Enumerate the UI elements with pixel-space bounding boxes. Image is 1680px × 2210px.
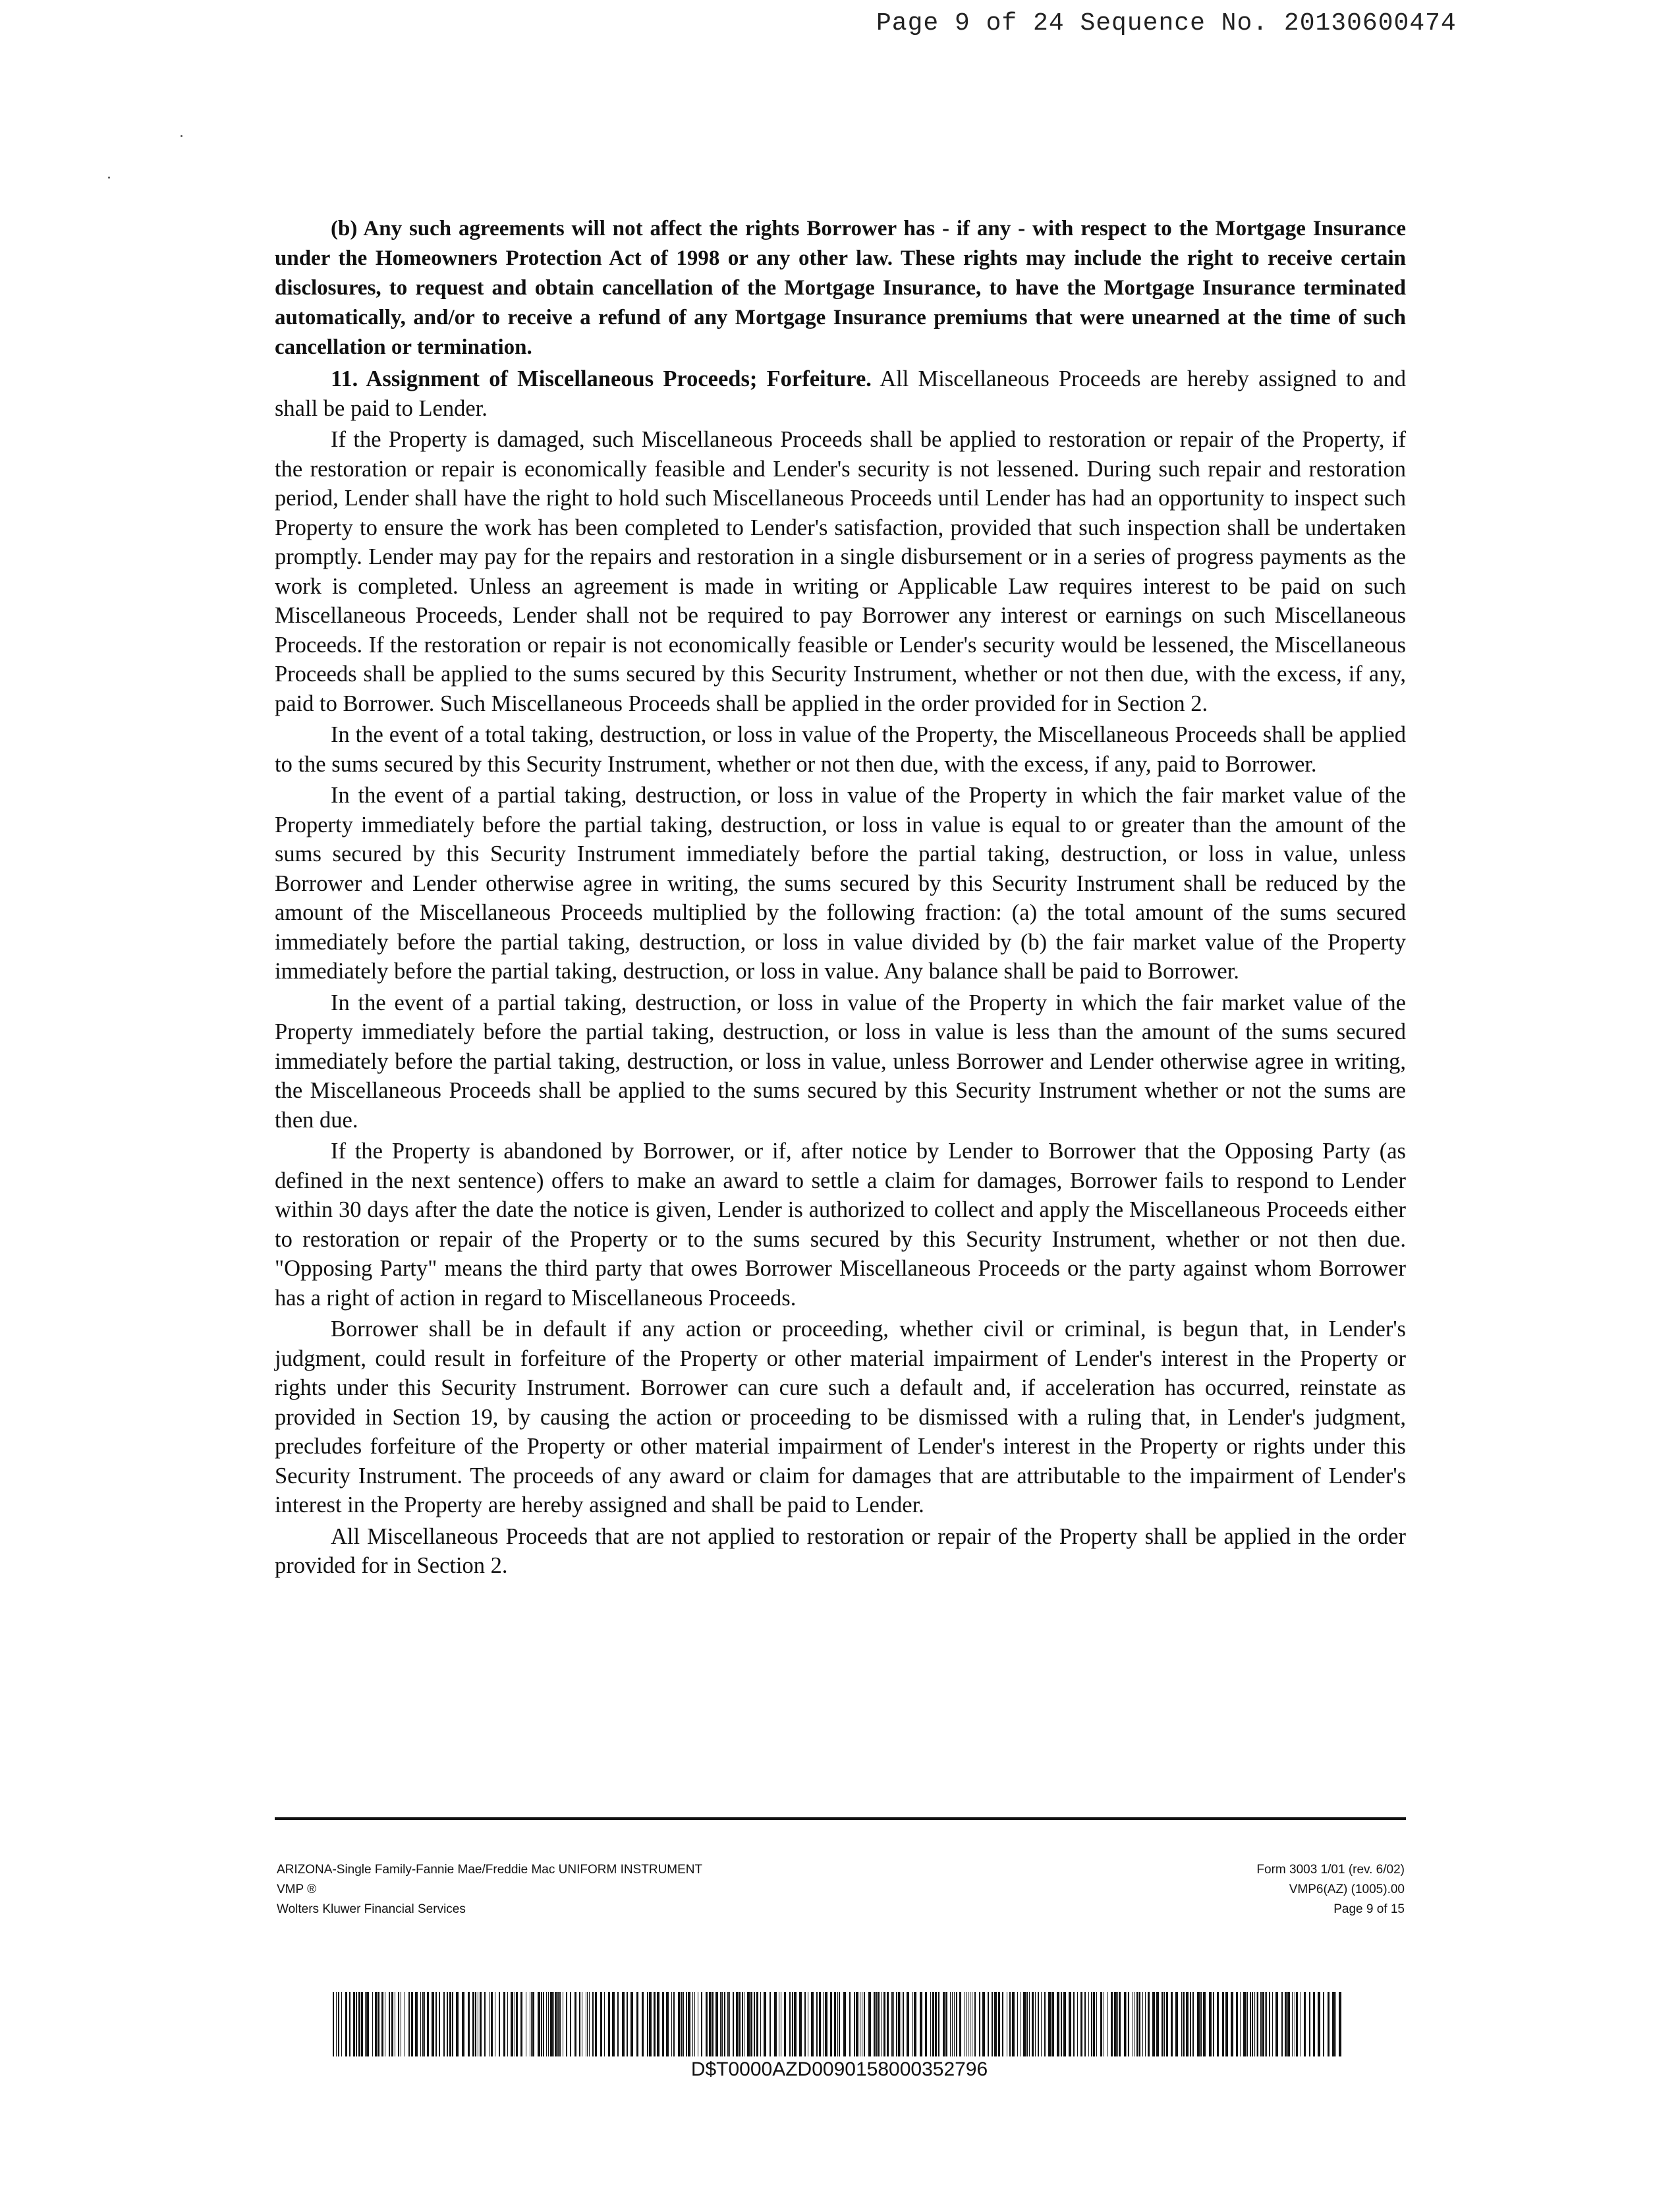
barcode-bar (1222, 1992, 1224, 2056)
barcode-bar (642, 1992, 644, 2056)
barcode-bar (657, 1992, 659, 2056)
barcode-bar (1038, 1992, 1039, 2056)
barcode-bar (729, 1992, 730, 2056)
barcode-bar (920, 1992, 922, 2056)
barcode-bar (688, 1992, 690, 2056)
barcode-bar (636, 1992, 638, 2056)
section-11-heading: 11. Assignment of Miscellaneous Proceeds; Forfeiture. (331, 366, 872, 391)
barcode-bar (1048, 1992, 1051, 2056)
barcode-bar (1250, 1992, 1251, 2056)
paragraph-section-11 (275, 364, 1406, 423)
barcode-bar (1257, 1992, 1258, 2056)
barcode-bar (883, 1992, 885, 2056)
barcode-bar (336, 1992, 337, 2056)
barcode-bar (1029, 1992, 1030, 2056)
barcode-bar (739, 1992, 741, 2056)
barcode-bar (398, 1992, 399, 2056)
barcode-bar (570, 1992, 571, 2056)
barcode-bar (541, 1992, 542, 2056)
barcode-bar (1077, 1992, 1078, 2056)
footer-page-number: Page 9 of 15 (1333, 1902, 1405, 1916)
barcode-bar (349, 1992, 350, 2056)
barcode-bar (1012, 1992, 1015, 2056)
barcode-bar (747, 1992, 750, 2056)
barcode-bar (1136, 1992, 1138, 2056)
barcode-bar (550, 1992, 553, 2056)
barcode-bar (381, 1992, 383, 2056)
barcode-bar (1296, 1992, 1298, 2056)
barcode-bar (1335, 1992, 1336, 2056)
barcode-bar (701, 1992, 702, 2056)
barcode-bar (1119, 1992, 1121, 2056)
barcode-bar (854, 1992, 855, 2056)
barcode-bar (727, 1992, 729, 2056)
footer-divider (275, 1817, 1406, 1820)
barcode-bar (1266, 1992, 1267, 2056)
barcode-bar (507, 1992, 508, 2056)
scan-speck (181, 135, 182, 137)
barcode-bar (1275, 1992, 1278, 2056)
barcode-bar (1190, 1992, 1191, 2056)
barcode-bar (1009, 1992, 1011, 2056)
barcode-bar (1225, 1992, 1228, 2056)
barcode-bar (462, 1992, 464, 2056)
barcode-bar (1292, 1992, 1293, 2056)
barcode-bar (878, 1992, 880, 2056)
barcode-bar (678, 1992, 680, 2056)
barcode-bar (1318, 1992, 1320, 2056)
barcode-bar (1023, 1992, 1026, 2056)
barcode-bar (475, 1992, 476, 2056)
barcode-bar (868, 1992, 871, 2056)
barcode-bar (420, 1992, 421, 2056)
barcode-bar (950, 1992, 951, 2056)
barcode-bar (881, 1992, 882, 2056)
barcode-bar (1084, 1992, 1086, 2056)
barcode-bar (945, 1992, 947, 2056)
barcode-bar (912, 1992, 913, 2056)
barcode-bar (345, 1992, 347, 2056)
barcode-bar (559, 1992, 561, 2056)
barcode-bar (1069, 1992, 1071, 2056)
barcode-bar (489, 1992, 490, 2056)
barcode-bar (1096, 1992, 1097, 2056)
barcode-bar (1262, 1992, 1264, 2056)
barcode-bar (1128, 1992, 1129, 2056)
barcode-bar (1183, 1992, 1185, 2056)
barcode-bar (715, 1992, 718, 2056)
barcode-bar (1057, 1992, 1059, 2056)
barcode-bar (720, 1992, 721, 2056)
barcode-bar (532, 1992, 534, 2056)
barcode-bar (692, 1992, 693, 2056)
barcode-bar (799, 1992, 802, 2056)
footer-form-title: ARIZONA-Single Family-Fannie Mae/Freddie Mac UNIFORM INSTRUMENT (277, 1863, 703, 1877)
barcode-bar (774, 1992, 777, 2056)
paragraph-borrower-default: Borrower shall be in default if any action or proceeding, whether civil or criminal, is begun that, in Lender's judgment, could result in forfeiture of the Property or other material impairment of Lender's interest in the Property or rights under this Security Instrument. Borrower can cure such a default and, if acceleration has occurred, reinstate as provided in Section 19, by causing the action or proceeding to be dismissed with a ruling that, in Lender's judgment, precludes forfeiture of the Property or other material impairment of Lender's interest in the Property or rights under this Security Instrument. The proceeds of any award or claim for damages that are attributable to the impairment of Lender's interest in the Property are hereby assigned and shall be paid to Lender. (275, 1317, 1406, 1517)
barcode-bar (427, 1992, 429, 2056)
barcode-bar (1181, 1992, 1182, 2056)
barcode-bar (966, 1992, 967, 2056)
barcode-bar (1152, 1992, 1155, 2056)
barcode-bar (1323, 1992, 1324, 2056)
section-11-text: All Miscellaneous Proceeds are hereby assigned to and shall be paid to Lender. (275, 366, 1406, 421)
barcode-bar (338, 1992, 339, 2056)
barcode-bar (686, 1992, 687, 2056)
barcode-bar (673, 1992, 675, 2056)
barcode-bar (553, 1992, 554, 2056)
barcode-bar (764, 1992, 766, 2056)
barcode-bar (887, 1992, 889, 2056)
barcode-bar (1265, 1992, 1266, 2056)
barcode-bar (1093, 1992, 1095, 2056)
barcode-bar (994, 1992, 997, 2056)
barcode-bar (1203, 1992, 1206, 2056)
barcode-bar (449, 1992, 451, 2056)
barcode-bar (952, 1992, 953, 2056)
barcode-bar (520, 1992, 522, 2056)
paragraph-partial-taking-less: In the event of a partial taking, destruction, or loss in value of the Property in which the fair market value of the Property immediately before the partial taking, destruction, or loss in value is less than the amount of the sums secured immediately before the partial taking, destruction, or loss in value, unless Borrower and Lender otherwise agree in writing, the Miscellaneous Proceeds shall be applied to the sums secured by this Security Instrument whether or not the sums are then due. (275, 990, 1406, 1133)
barcode-bar (1117, 1992, 1118, 2056)
barcode-bar (1192, 1992, 1194, 2056)
barcode-bar (1240, 1992, 1241, 2056)
barcode-bar (789, 1992, 791, 2056)
barcode-bar (914, 1992, 916, 2056)
barcode-bar (760, 1992, 761, 2056)
barcode-bar (1145, 1992, 1146, 2056)
barcode-bar (503, 1992, 505, 2056)
barcode-bar (982, 1992, 985, 2056)
barcode-bar (574, 1992, 576, 2056)
barcode-bar (622, 1992, 625, 2056)
barcode-bar (555, 1992, 557, 2056)
barcode-bar (896, 1992, 897, 2056)
barcode-bar (375, 1992, 378, 2056)
barcode-bar (1246, 1992, 1248, 2056)
barcode-bar (499, 1992, 500, 2056)
barcode-bar (825, 1992, 827, 2056)
barcode-bar (959, 1992, 961, 2056)
barcode-bar (353, 1992, 355, 2056)
barcode-bar (1088, 1992, 1089, 2056)
barcode-bar (1002, 1992, 1003, 2056)
barcode-bar (925, 1992, 927, 2056)
barcode-bar (706, 1992, 708, 2056)
barcode-bar (988, 1992, 989, 2056)
barcode-bar (415, 1992, 418, 2056)
barcode-bar (998, 1992, 1000, 2056)
barcode-bar (721, 1992, 723, 2056)
barcode-bar (1313, 1992, 1315, 2056)
barcode-bar (932, 1992, 934, 2056)
barcode-bar (830, 1992, 832, 2056)
barcode-bar (1269, 1992, 1270, 2056)
barcode-bar (1260, 1992, 1262, 2056)
barcode-bar (447, 1992, 448, 2056)
footer-form-number: Form 3003 1/01 (rev. 6/02) (1256, 1863, 1405, 1877)
footer-vmp-code: VMP6(AZ) (1005).00 (1289, 1883, 1405, 1896)
barcode-bar (1063, 1992, 1066, 2056)
barcode-bar (468, 1992, 470, 2056)
barcode-bar (823, 1992, 824, 2056)
scan-speck (108, 177, 110, 179)
barcode-bar (557, 1992, 559, 2056)
barcode-bar (1026, 1992, 1028, 2056)
barcode-bar (408, 1992, 410, 2056)
barcode-bar (472, 1992, 474, 2056)
barcode-bar (511, 1992, 513, 2056)
barcode-bar (443, 1992, 445, 2056)
barcode-bar (452, 1992, 453, 2056)
barcode-bar (1254, 1992, 1255, 2056)
barcode-bar (1139, 1992, 1140, 2056)
barcode-bar (341, 1992, 342, 2056)
barcode-bar (784, 1992, 786, 2056)
barcode-bar (1328, 1992, 1330, 2056)
barcode-bar (1285, 1992, 1287, 2056)
barcode-bar (1339, 1992, 1341, 2056)
barcode-bar (943, 1992, 945, 2056)
barcode-bar (662, 1992, 664, 2056)
barcode-bar (358, 1992, 360, 2056)
barcode-bar (1114, 1992, 1117, 2056)
barcode-bar (671, 1992, 672, 2056)
barcode-bar (484, 1992, 486, 2056)
barcode-bar (893, 1992, 894, 2056)
barcode-bar (1124, 1992, 1126, 2056)
barcode-bar (856, 1992, 858, 2056)
barcode-bar (742, 1992, 743, 2056)
barcode-bar (1287, 1992, 1290, 2056)
barcode-bar (930, 1992, 931, 2056)
barcode-bar (1041, 1992, 1042, 2056)
barcode-bar (1217, 1992, 1219, 2056)
barcode-bar (876, 1992, 878, 2056)
barcode-bar (898, 1992, 900, 2056)
barcode-bar (736, 1992, 739, 2056)
barcode-bar (365, 1992, 366, 2056)
barcode-bar (811, 1992, 814, 2056)
barcode-bar (891, 1992, 893, 2056)
barcode-bar (816, 1992, 818, 2056)
barcode-bar (754, 1992, 755, 2056)
barcode-bar (1236, 1992, 1238, 2056)
barcode-bar (604, 1992, 605, 2056)
footer-publisher: Wolters Kluwer Financial Services (277, 1902, 466, 1916)
barcode-bar (612, 1992, 615, 2056)
barcode-bar (681, 1992, 683, 2056)
barcode-bar (1213, 1992, 1214, 2056)
barcode-bar (974, 1992, 976, 2056)
paragraph-total-taking: In the event of a total taking, destruction, or loss in value of the Property, the Miscellaneous Proceeds shall be applied to the sums secured by this Security Instrument, whether or not then due, with the excess, if any, paid to Borrower. (275, 722, 1406, 777)
barcode-bar (630, 1992, 633, 2056)
barcode-bar (1091, 1992, 1092, 2056)
barcode-bar (361, 1992, 363, 2056)
barcode-bar (592, 1992, 594, 2056)
barcode-bar (1332, 1992, 1335, 2056)
barcode-bar (356, 1992, 357, 2056)
barcode-bar (1032, 1992, 1034, 2056)
barcode-bar (548, 1992, 549, 2056)
barcode-bar (750, 1992, 752, 2056)
barcode-bar (724, 1992, 725, 2056)
barcode-bar (864, 1992, 865, 2056)
barcode-bar (432, 1992, 434, 2056)
barcode-bar (372, 1992, 373, 2056)
barcode-bar (366, 1992, 369, 2056)
barcode-bar (491, 1992, 493, 2056)
barcode-bar (1162, 1992, 1163, 2056)
barcode-bar (654, 1992, 656, 2056)
barcode-bar (1309, 1992, 1310, 2056)
barcode-bar (1051, 1992, 1054, 2056)
barcode-bar (391, 1992, 393, 2056)
barcode-bar (1100, 1992, 1102, 2056)
barcode-bar (422, 1992, 424, 2056)
barcode-bar (1209, 1992, 1212, 2056)
barcode-bar (1231, 1992, 1233, 2056)
barcode-bar (1044, 1992, 1046, 2056)
barcode-bar (1156, 1992, 1159, 2056)
barcode-bar (378, 1992, 379, 2056)
barcode-bar (1243, 1992, 1246, 2056)
barcode-bar (792, 1992, 793, 2056)
barcode-bar (538, 1992, 540, 2056)
barcode-bar (516, 1992, 518, 2056)
page-sequence-header: Page 9 of 24 Sequence No. 20130600474 (876, 9, 1457, 38)
barcode-bar (1111, 1992, 1113, 2056)
barcode-bar (589, 1992, 590, 2056)
barcode-bar (834, 1992, 836, 2056)
barcode-bar (712, 1992, 714, 2056)
barcode-bar (837, 1992, 838, 2056)
barcode-bar (1164, 1992, 1165, 2056)
barcode-bar (456, 1992, 459, 2056)
barcode-bar (903, 1992, 904, 2056)
barcode-bar (1142, 1992, 1143, 2056)
barcode-bar (649, 1992, 652, 2056)
barcode-bar (804, 1992, 806, 2056)
barcode-bar (1304, 1992, 1306, 2056)
document-body (275, 214, 1406, 1583)
barcode-bar (435, 1992, 437, 2056)
barcode-bar (938, 1992, 939, 2056)
barcode-bar (683, 1992, 684, 2056)
barcode-bar (954, 1992, 955, 2056)
barcode-bar (1272, 1992, 1273, 2056)
paragraph-property-damaged: If the Property is damaged, such Miscellaneous Proceeds shall be applied to restoration or repair of the Property, if the restoration or repair is economically feasible and Lender's security is not lessened. During such repair and restoration period, Lender shall have the right to hold such Miscellaneous Proceeds until Lender has had an opportunity to inspect such Property to ensure the work has been completed to Lender's satisfaction, provided that such inspection shall be undertaken promptly. Lender may pay for the repairs and restoration in a single disbursement or in a series of progress payments as the work is completed. Unless an agreement is made in writing or Applicable Law requires interest to be paid on such Miscellaneous Proceeds, Lender shall not be required to pay Borrower any interest or earnings on such Miscellaneous Proceeds. If the restoration or repair is not economically feasible or Lender's security would be lessened, the Miscellaneous Proceeds shall be applied to the sums secured by this Security Instrument, whether or not then due, with the excess, if any, paid to Borrower. Such Miscellaneous Proceeds shall be applied in the order provided for in Section 2. (275, 427, 1406, 716)
barcode-bar (756, 1992, 758, 2056)
barcode-bar (874, 1992, 876, 2056)
barcode-bar (439, 1992, 440, 2056)
barcode-bar (617, 1992, 619, 2056)
barcode-bar (666, 1992, 669, 2056)
barcode-bar (979, 1992, 980, 2056)
paragraph-unapplied-proceeds: All Miscellaneous Proceeds that are not applied to restoration or repair of the Property shall be applied in the order provided for in Section 2. (275, 1523, 1406, 1578)
barcode-bar (1281, 1992, 1283, 2056)
barcode-bar (992, 1992, 993, 2056)
paragraph-partial-taking-greater: In the event of a partial taking, destruction, or loss in value of the Property in which the fair market value of the Property immediately before the partial taking, destruction, or loss in value is equal to or greater than the amount of the sums secured by this Security Instrument immediately before the partial taking, destruction, or loss in value, unless Borrower and Lender otherwise agree in writing, the sums secured by this Security Instrument shall be reduced by the amount of the Miscellaneous Proceeds multiplied by the following fraction: (a) the total amount of the sums secured immediately before the partial taking, destruction, or loss in value divided by (b) the fair market value of the Property immediately before the partial taking, destruction, or loss in value. Any balance shall be paid to Borrower. (275, 783, 1406, 984)
barcode-bar (480, 1992, 482, 2056)
barcode-bar (839, 1992, 840, 2056)
barcode-bar (1252, 1992, 1253, 2056)
barcode-bar (770, 1992, 771, 2056)
barcode-bar (1017, 1992, 1018, 2056)
barcode (331, 1992, 1347, 2056)
barcode-bar (647, 1992, 648, 2056)
barcode-bar (595, 1992, 597, 2056)
barcode-bar (566, 1992, 567, 2056)
barcode-bar (1107, 1992, 1108, 2056)
paragraph-abandoned-property: If the Property is abandoned by Borrower, or if, after notice by Lender to Borrower that the Opposing Party (as defined in the next sentence) offers to make an award to settle a claim for damages, Borrower fails to respond to Lender within 30 days after the date the notice is given, Lender is authorized to collect and apply the Miscellaneous Proceeds either to restoration or repair of the Property or to the sums secured by this Security Instrument, whether or not then due. "Opposing Party" means the third party that owes Borrower Miscellaneous Proceeds or the party against whom Borrower has a right of action in regard to Miscellaneous Proceeds. (275, 1139, 1406, 1311)
barcode-bar (333, 1992, 334, 2056)
barcode-bar (1200, 1992, 1202, 2056)
barcode-bar (543, 1992, 544, 2056)
barcode-bar (389, 1992, 390, 2056)
barcode-bar (1148, 1992, 1150, 2056)
paragraph-mortgage-insurance-rights: (b) Any such agreements will not affect the rights Borrower has - if any - with respect to the Mortgage Insurance under the Homeowners Protection Act of 1998 or any other law. These rights may include the right to receive certain disclosures, to request and obtain cancellation of the Mortgage Insurance, to have the Mortgage Insurance terminated automatically, and/or to receive a refund of any Mortgage Insurance premiums that were unearned at the time of such cancellation or termination. (275, 217, 1406, 359)
barcode-bar (956, 1992, 957, 2056)
barcode-bar (935, 1992, 937, 2056)
barcode-bar (424, 1992, 425, 2056)
barcode-bar (587, 1992, 588, 2056)
barcode-bar (1073, 1992, 1075, 2056)
barcode-bar (1035, 1992, 1036, 2056)
barcode-bar (627, 1992, 628, 2056)
barcode-bar (733, 1992, 734, 2056)
barcode-bar (531, 1992, 532, 2056)
barcode-bar (411, 1992, 413, 2056)
barcode-bar (1166, 1992, 1168, 2056)
barcode-bar (1186, 1992, 1189, 2056)
barcode-bar (794, 1992, 797, 2056)
barcode-bar (579, 1992, 580, 2056)
barcode-bar (849, 1992, 851, 2056)
barcode-bar (843, 1992, 846, 2056)
barcode-bar (608, 1992, 610, 2056)
barcode-bar (1171, 1992, 1173, 2056)
barcode-bar (709, 1992, 712, 2056)
barcode-bar (1080, 1992, 1082, 2056)
barcode-bar (1061, 1992, 1062, 2056)
barcode-bar (600, 1992, 602, 2056)
barcode-bar (819, 1992, 821, 2056)
barcode-number: D$T0000AZD0090158000352796 (690, 2058, 988, 2080)
barcode-bar (546, 1992, 547, 2056)
barcode-bar (694, 1992, 695, 2056)
footer-vmp-mark: VMP ® (277, 1883, 317, 1896)
barcode-bar (1175, 1992, 1178, 2056)
barcode-bar (907, 1992, 909, 2056)
barcode-bar (1197, 1992, 1200, 2056)
